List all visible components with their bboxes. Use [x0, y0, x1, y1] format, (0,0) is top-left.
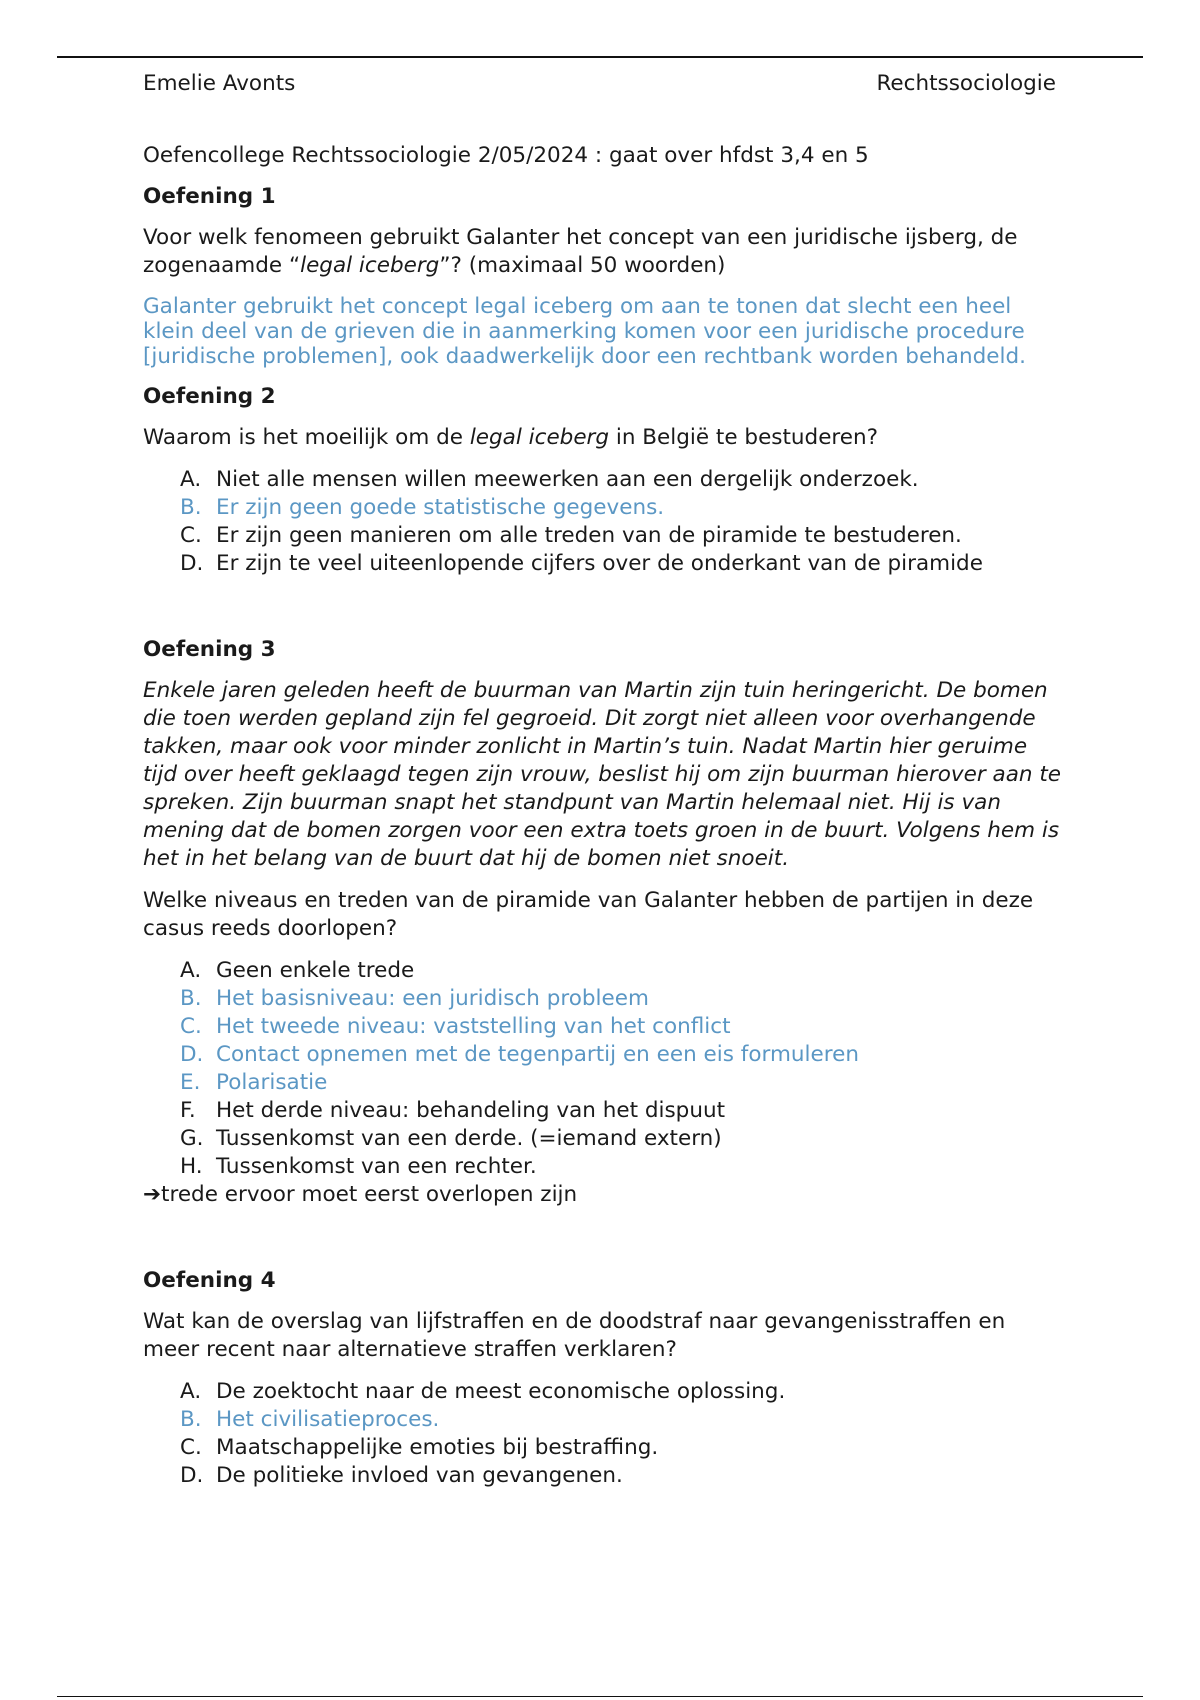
option-d: [180, 1462, 1063, 1490]
option-f: [180, 1097, 1063, 1125]
option-a: [180, 1378, 1063, 1406]
exercise-2-title: Oefening 2: [143, 384, 276, 409]
option-text: Het tweede niveau: vaststelling van het conflict: [216, 1014, 731, 1039]
option-text: Er zijn te veel uiteenlopende cijfers over de onderkant van de piramide: [216, 551, 983, 576]
option-e-correct: [180, 1069, 1063, 1097]
option-letter: A.: [180, 958, 202, 983]
option-letter: E.: [180, 1070, 201, 1095]
document-body: [143, 142, 1063, 1490]
question-text: in België te bestuderen?: [609, 425, 879, 450]
exercise-4-title: Oefening 4: [143, 1268, 276, 1293]
option-text: Het basisniveau: een juridisch probleem: [216, 986, 649, 1011]
question-text: Voor welk fenomeen gebruikt Galanter het concept van een juridische ijsberg, de zogenaamde “: [143, 225, 1018, 278]
option-a: [180, 957, 1063, 985]
option-c: [180, 1434, 1063, 1462]
option-letter: B.: [180, 1407, 202, 1432]
option-c-correct: [180, 1013, 1063, 1041]
exercise-2-options: [143, 466, 1063, 578]
exercise-3-title: Oefening 3: [143, 637, 276, 662]
option-letter: B.: [180, 495, 202, 520]
option-text: Er zijn geen manieren om alle treden van de piramide te bestuderen.: [216, 523, 962, 548]
exercise-1-question: [143, 224, 1063, 280]
option-text: Maatschappelijke emoties bij bestraffing.: [216, 1435, 659, 1460]
option-c: [180, 522, 1063, 550]
author-name: Emelie Avonts: [143, 71, 296, 96]
option-d: [180, 550, 1063, 578]
option-text: Tussenkomst van een rechter.: [216, 1154, 537, 1179]
header-rule: [57, 56, 1143, 58]
note-text: trede ervoor moet eerst overlopen zijn: [161, 1182, 578, 1207]
option-text: Geen enkele trede: [216, 958, 415, 983]
question-emphasis: legal iceberg: [469, 425, 610, 450]
option-letter: D.: [180, 1042, 204, 1067]
exercise-2-question: [143, 424, 1063, 452]
question-text: ”? (maximaal 50 woorden): [439, 253, 726, 278]
arrow-icon: ➔: [143, 1182, 162, 1207]
option-text: Er zijn geen goede statistische gegevens.: [216, 495, 665, 520]
page-header: [143, 70, 1056, 98]
exercise-1-answer: Galanter gebruikt het concept legal iceberg om aan te tonen dat slecht een heel klein deel van de grieven die in aanmerking komen voor een juridische procedure [juridische problemen], ook daadwerkelijk door een rechtbank worden behandeld.: [143, 294, 1026, 369]
question-emphasis: legal iceberg: [300, 253, 440, 278]
exercise-3-scenario: Enkele jaren geleden heeft de buurman van Martin zijn tuin heringericht. De bomen die toen werden gepland zijn fel gegroeid. Dit zorgt niet alleen voor overhangende takken, maar ook voor minder zonlicht in Martin’s tuin. Nadat Martin hier geruime tijd over heeft geklaagd tegen zijn vrouw, beslist hij om zijn buurman hierover aan te spreken. Zijn buurman snapt het standpunt van Martin helemaal niet. Hij is van mening dat de bomen zorgen voor een extra toets groen in de buurt. Volgens hem is het in het belang van de buurt dat hij de bomen niet snoeit.: [143, 678, 1061, 871]
spacer: [143, 578, 1063, 636]
option-text: Het derde niveau: behandeling van het dispuut: [216, 1098, 725, 1123]
option-d-correct: [180, 1041, 1063, 1069]
exercise-1-title: Oefening 1: [143, 184, 276, 209]
footer-rule: [57, 1696, 1143, 1697]
option-text: Het civilisatieproces.: [216, 1407, 440, 1432]
option-b-correct: [180, 1406, 1063, 1434]
intro-line: Oefencollege Rechtssociologie 2/05/2024 : gaat over hfdst 3,4 en 5: [143, 143, 869, 168]
question-text: Waarom is het moeilijk om de: [143, 425, 470, 450]
option-letter: F.: [180, 1098, 196, 1123]
option-letter: C.: [180, 1014, 202, 1039]
option-letter: G.: [180, 1126, 204, 1151]
option-text: Contact opnemen met de tegenpartij en een eis formuleren: [216, 1042, 859, 1067]
option-letter: D.: [180, 551, 204, 576]
option-b-correct: [180, 985, 1063, 1013]
option-letter: D.: [180, 1463, 204, 1488]
exercise-3-question: Welke niveaus en treden van de piramide van Galanter hebben de partijen in deze casus reeds doorlopen?: [143, 888, 1034, 941]
course-name: Rechtssociologie: [876, 71, 1056, 96]
option-text: De zoektocht naar de meest economische oplossing.: [216, 1379, 786, 1404]
spacer: [143, 1209, 1063, 1267]
option-text: De politieke invloed van gevangenen.: [216, 1463, 623, 1488]
option-a: [180, 466, 1063, 494]
option-letter: C.: [180, 1435, 202, 1460]
option-letter: A.: [180, 467, 202, 492]
exercise-4-options: [143, 1378, 1063, 1490]
option-letter: C.: [180, 523, 202, 548]
option-g: [180, 1125, 1063, 1153]
option-b-correct: [180, 494, 1063, 522]
option-text: Polarisatie: [216, 1070, 328, 1095]
exercise-3-options: [143, 957, 1063, 1181]
exercise-4-question: Wat kan de overslag van lijfstraffen en de doodstraf naar gevangenisstraffen en meer recent naar alternatieve straffen verklaren?: [143, 1309, 1006, 1362]
exercise-3-note: [143, 1181, 1063, 1209]
option-text: Niet alle mensen willen meewerken aan een dergelijk onderzoek.: [216, 467, 919, 492]
option-letter: H.: [180, 1154, 203, 1179]
option-h: [180, 1153, 1063, 1181]
option-letter: B.: [180, 986, 202, 1011]
option-letter: A.: [180, 1379, 202, 1404]
option-text: Tussenkomst van een derde. (=iemand extern): [216, 1126, 722, 1151]
